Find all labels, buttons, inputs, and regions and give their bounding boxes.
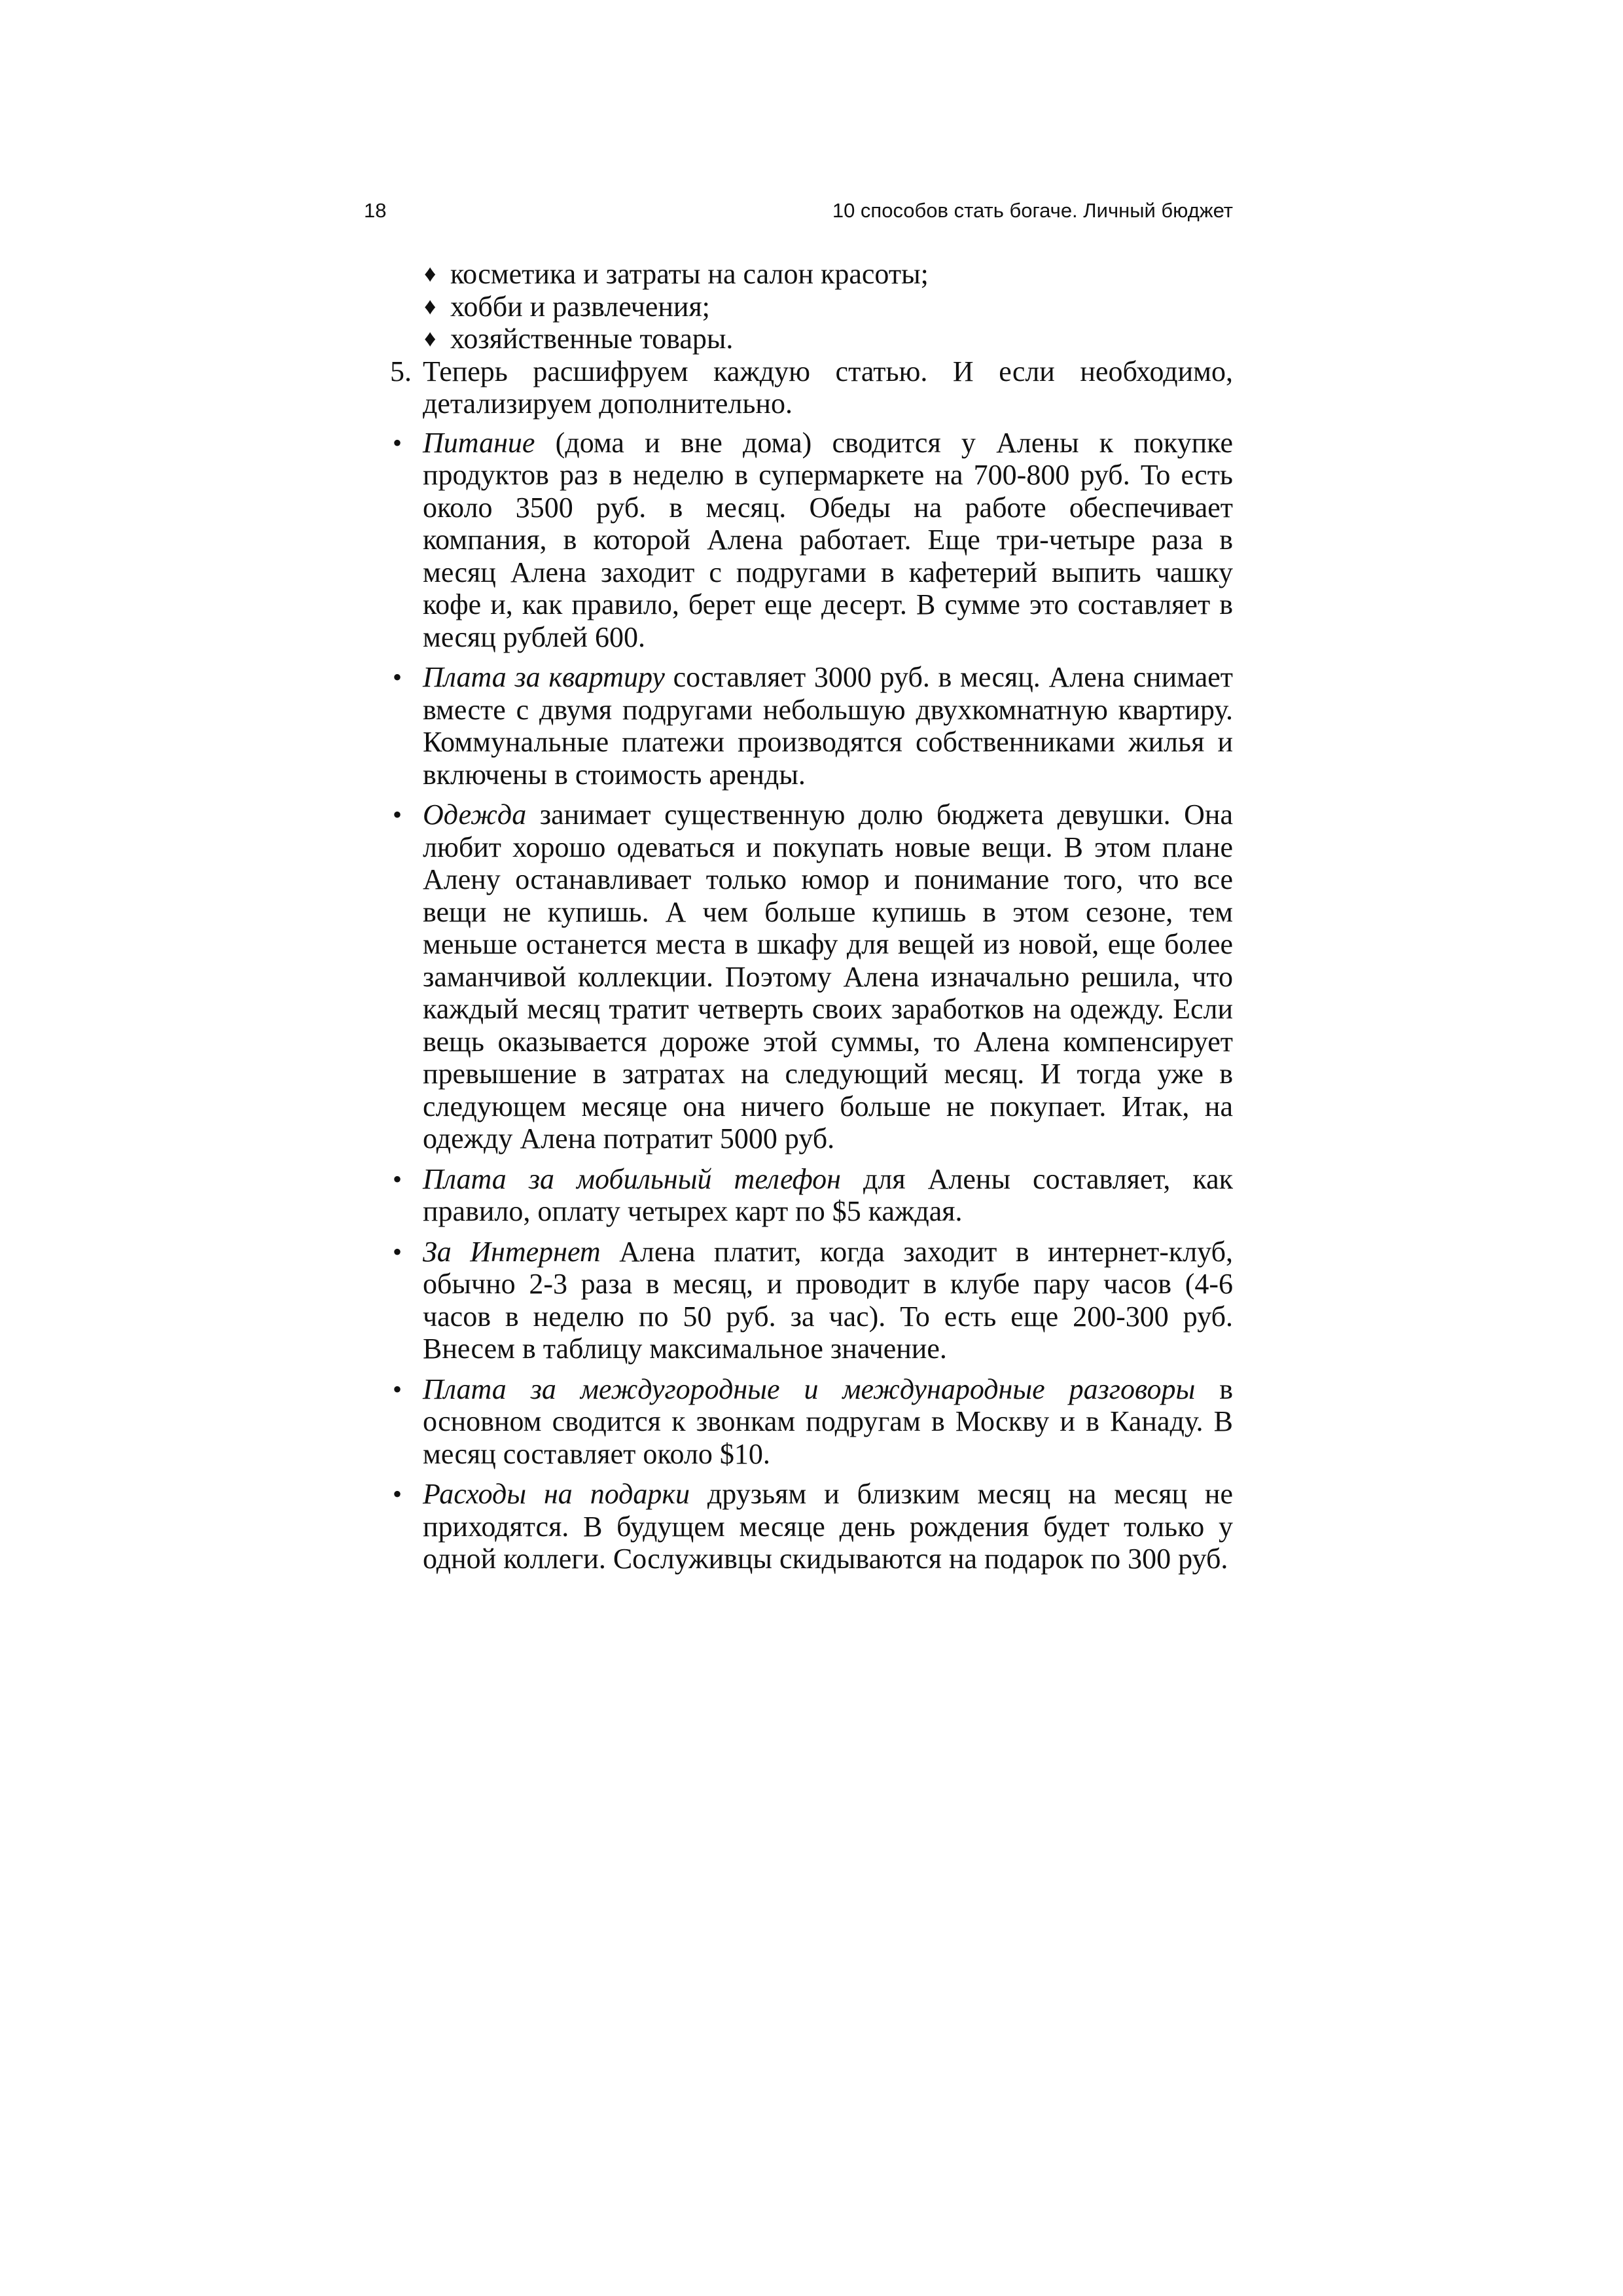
expense-subcategory-list [390, 258, 1233, 355]
expense-term: Плата за мобильный телефон [423, 1162, 841, 1195]
expense-term: Плата за междугородные и международные разговоры [423, 1372, 1196, 1405]
expense-term: За Интернет [423, 1235, 601, 1268]
expense-term: Плата за квартиру [423, 661, 665, 693]
expense-description: (дома и вне дома) сводится у Алены к покупке продуктов раз в неделю в супермаркете на 700-800 руб. То есть около 3500 руб. в месяц. Обеды на работе обеспечивает компания, в которой Алена работает. Еще три-четыре раза в месяц Алена заходит с подругами в кафетерий выпить чашку кофе и, как правило, берет еще десерт. В сумме это составляет в месяц рублей 600. [423, 426, 1233, 653]
list-item-text: косметика и затраты на салон красоты; [450, 258, 929, 290]
bullet-icon: • [393, 1479, 402, 1509]
expense-item-clothing [390, 798, 1233, 1155]
running-title: 10 способов стать богаче. Личный бюджет [832, 199, 1233, 222]
bullet-icon: • [393, 1374, 402, 1404]
expense-description: в основном сводится к звонкам подругам в Москву и в Канаду. В месяц составляет около $10. [423, 1372, 1233, 1470]
expense-item-food [390, 427, 1233, 654]
bullet-icon: • [393, 1236, 402, 1266]
expense-description: Алена платит, когда заходит в интернет-клуб, обычно 2-3 раза в месяц, и проводит в клубе пару часов (4-6 часов в неделю по 50 руб. за час). То есть еще 200-300 руб. Внесем в таблицу максимальное значение. [423, 1235, 1233, 1365]
list-item-text: хозяйственные товары. [450, 323, 734, 355]
list-item [390, 258, 1233, 291]
list-item [390, 323, 1233, 355]
bullet-icon: • [393, 1164, 402, 1194]
diamond-bullet-icon: ♦ [424, 293, 437, 319]
diamond-bullet-icon: ♦ [424, 260, 437, 287]
expense-term: Питание [423, 426, 535, 459]
bullet-icon: • [393, 662, 402, 692]
expense-description: для Алены составляет, как правило, оплату четырех карт по $5 каждая. [423, 1162, 1234, 1227]
expense-description: составляет 3000 руб. в месяц. Алена снимает вместе с двумя подругами небольшую двухкомнатную квартиру. Коммунальные платежи производятся собственниками жилья и включены в стоимость аренды. [423, 661, 1233, 791]
step-text: Теперь расшифруем каждую статью. И если необходимо, детализируем дополнительно. [423, 355, 1233, 420]
list-item-text: хобби и развлечения; [450, 290, 710, 323]
expense-item-gifts [390, 1478, 1233, 1575]
page-body [390, 258, 1233, 1583]
bullet-icon: • [393, 800, 402, 829]
bullet-icon: • [393, 427, 402, 457]
expense-term: Одежда [423, 798, 527, 831]
expense-description: занимает существенную долю бюджета девушки. Она любит хорошо одеваться и покупать новые вещи. В этом плане Алену останавливает только юмор и понимание того, что все вещи не купишь. А чем больше купишь в этом сезоне, тем меньше останется места в шкафу для вещей из новой, еще более заманчивой коллекции. Поэтому Алена изначально решила, что каждый месяц тратит четверть своих заработков на одежду. Если вещь оказывается дороже этой суммы, то Алена компенсирует превышение в затратах на следующий месяц. И тогда уже в следующем месяце она ничего больше не покупает. Итак, на одежду Алена потратит 5000 руб. [423, 798, 1233, 1155]
list-item [390, 291, 1233, 323]
expense-details-list [390, 427, 1233, 1575]
expense-item-internet [390, 1236, 1233, 1365]
expense-item-calls [390, 1373, 1233, 1471]
expense-description: друзьям и близким месяц на месяц не приходятся. В будущем месяце день рождения будет только у одной коллеги. Сослуживцы скидываются на подарок по 300 руб. [423, 1478, 1233, 1575]
expense-item-mobile [390, 1163, 1233, 1228]
diamond-bullet-icon: ♦ [424, 325, 437, 351]
expense-term: Расходы на подарки [423, 1478, 690, 1510]
page-header [364, 195, 1233, 226]
step-number: 5. [390, 355, 412, 387]
step-five-paragraph [390, 355, 1233, 420]
page-number: 18 [364, 199, 387, 222]
expense-item-rent [390, 661, 1233, 791]
